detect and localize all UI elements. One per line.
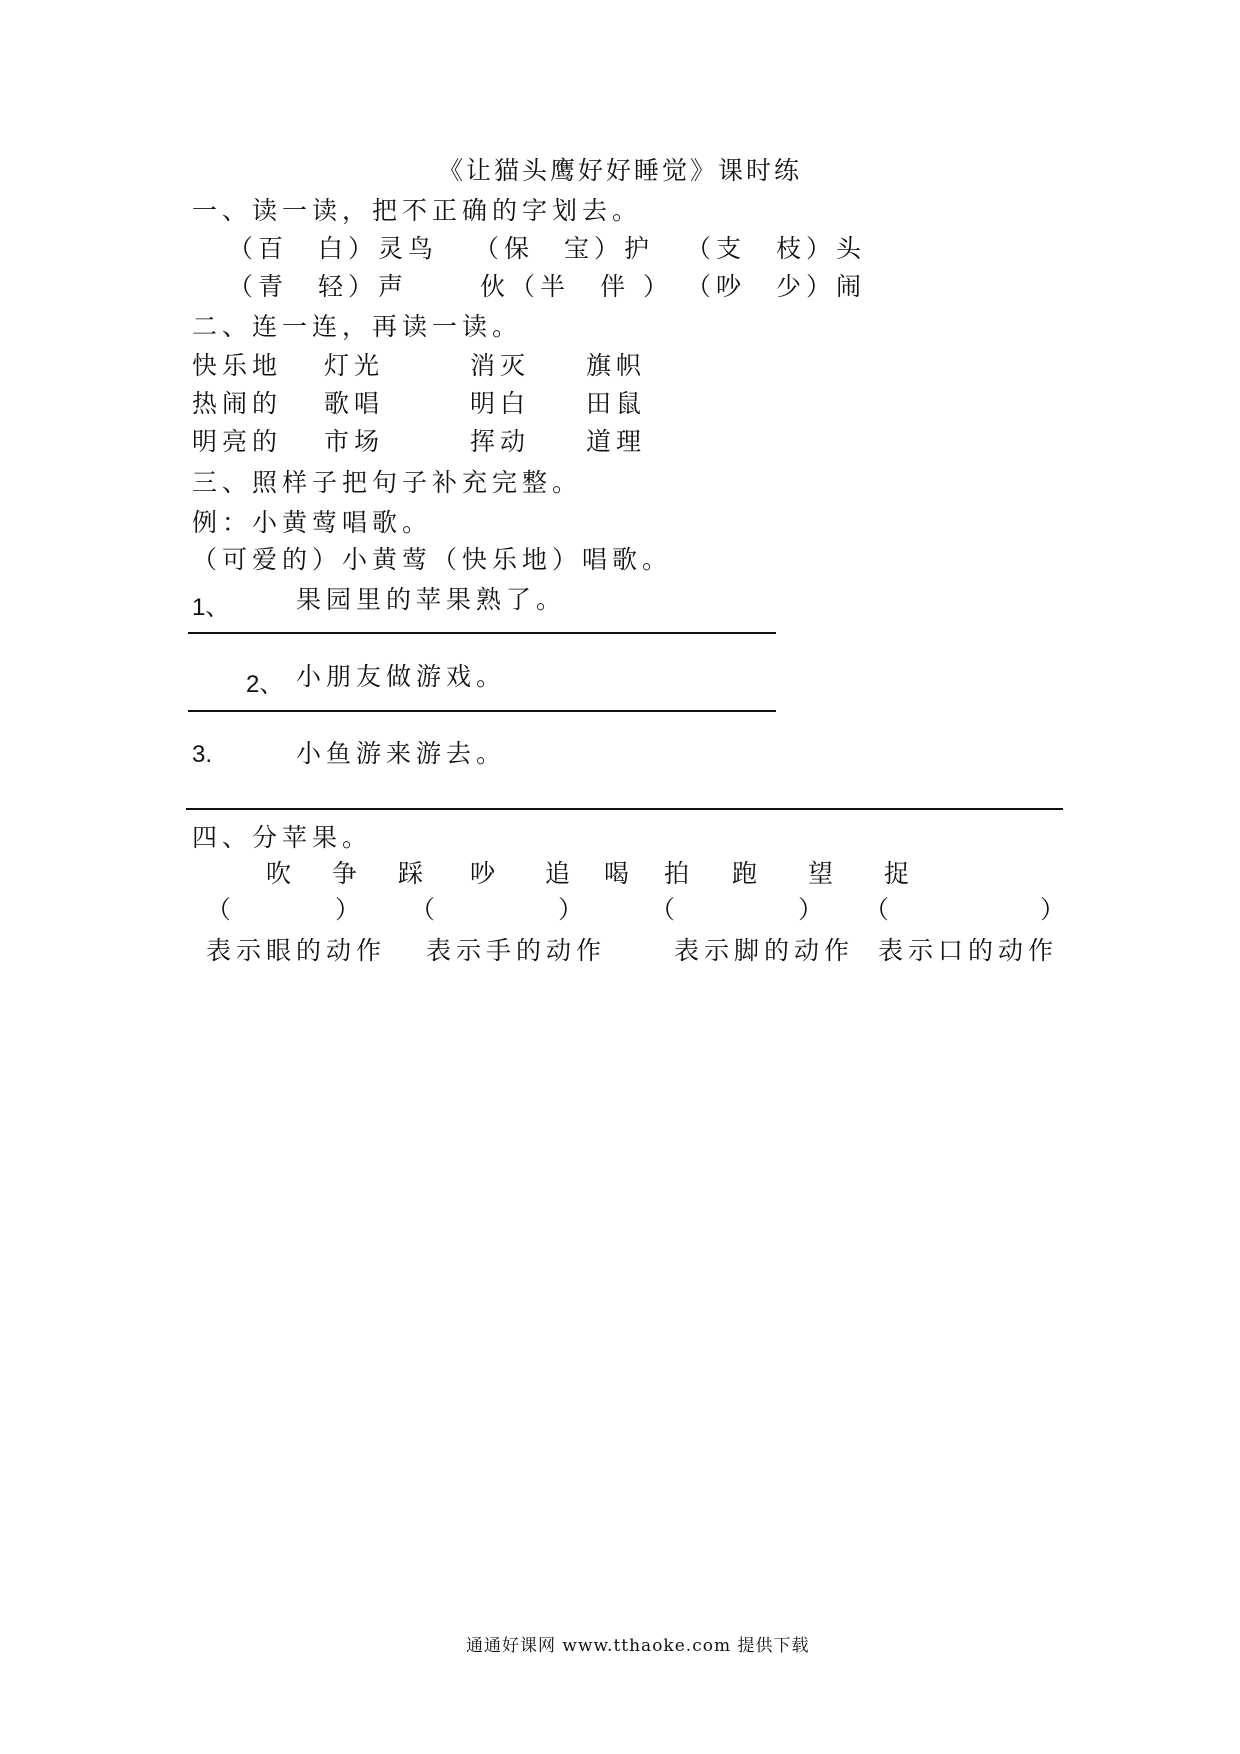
verb-word: 争 (332, 859, 363, 888)
item-sentence: 小朋友做游戏。 (296, 662, 507, 691)
answer-line (188, 632, 776, 634)
item-sentence: 小鱼游来游去。 (296, 739, 507, 768)
match-word: 田鼠 (586, 389, 647, 418)
section2-heading: 二、连一连，再读一读。 (192, 312, 523, 341)
footer-credit: 通通好课网 www.tthaoke.com 提供下载 (466, 1636, 810, 1656)
verb-word: 吵 (470, 859, 501, 888)
open-paren: （ (864, 895, 895, 924)
match-word: 明亮的 (192, 427, 283, 456)
close-paren: ） (798, 895, 829, 924)
verb-word: 跑 (732, 859, 763, 888)
close-paren: ） (1040, 895, 1071, 924)
verb-word: 捉 (884, 859, 915, 888)
verb-word: 拍 (664, 859, 695, 888)
page-title: 《让猫头鹰好好睡觉》课时练 (438, 156, 803, 185)
item-number: 2、 (246, 671, 284, 698)
s1-option-5: 伙（半 伴 ） (480, 272, 673, 301)
close-paren: ） (558, 895, 589, 924)
s1-option-6: （吵 少）闹 (686, 272, 867, 301)
verb-word: 喝 (604, 859, 635, 888)
category-label: 表示眼的动作 (206, 936, 387, 965)
example-answer: （可爱的）小黄莺（快乐地）唱歌。 (192, 545, 673, 574)
s1-option-1: （百 白）灵鸟 (228, 234, 439, 263)
section4-heading: 四、分苹果。 (192, 823, 373, 852)
match-word: 快乐地 (192, 351, 283, 380)
match-word: 市场 (324, 427, 385, 456)
verb-word: 望 (808, 859, 839, 888)
open-paren: （ (650, 895, 681, 924)
match-word: 消灭 (470, 351, 531, 380)
category-label: 表示手的动作 (426, 936, 607, 965)
match-word: 明白 (470, 389, 531, 418)
item-number: 3. (192, 741, 213, 768)
item-sentence: 果园里的苹果熟了。 (296, 585, 567, 614)
match-word: 挥动 (470, 427, 531, 456)
s1-option-3: （支 枝）头 (686, 234, 867, 263)
section3-heading: 三、照样子把句子补充完整。 (192, 468, 583, 497)
verb-word: 追 (545, 859, 576, 888)
close-paren: ） (335, 895, 366, 924)
match-word: 道理 (586, 427, 647, 456)
verb-word: 吹 (266, 859, 297, 888)
match-word: 热闹的 (192, 389, 283, 418)
category-label: 表示脚的动作 (674, 936, 855, 965)
match-word: 歌唱 (324, 389, 385, 418)
answer-line (186, 808, 1063, 810)
s1-option-4: （青 轻）声 (228, 272, 409, 301)
match-word: 灯光 (324, 351, 385, 380)
open-paren: （ (410, 895, 441, 924)
open-paren: （ (206, 895, 237, 924)
verb-word: 踩 (398, 859, 429, 888)
s1-option-2: （保 宝）护 (474, 234, 655, 263)
item-number: 1、 (192, 594, 230, 621)
section1-heading: 一、读一读，把不正确的字划去。 (192, 196, 643, 225)
match-word: 旗帜 (586, 351, 647, 380)
example-sentence: 例：小黄莺唱歌。 (192, 508, 433, 537)
category-label: 表示口的动作 (878, 936, 1059, 965)
answer-line (188, 710, 776, 712)
